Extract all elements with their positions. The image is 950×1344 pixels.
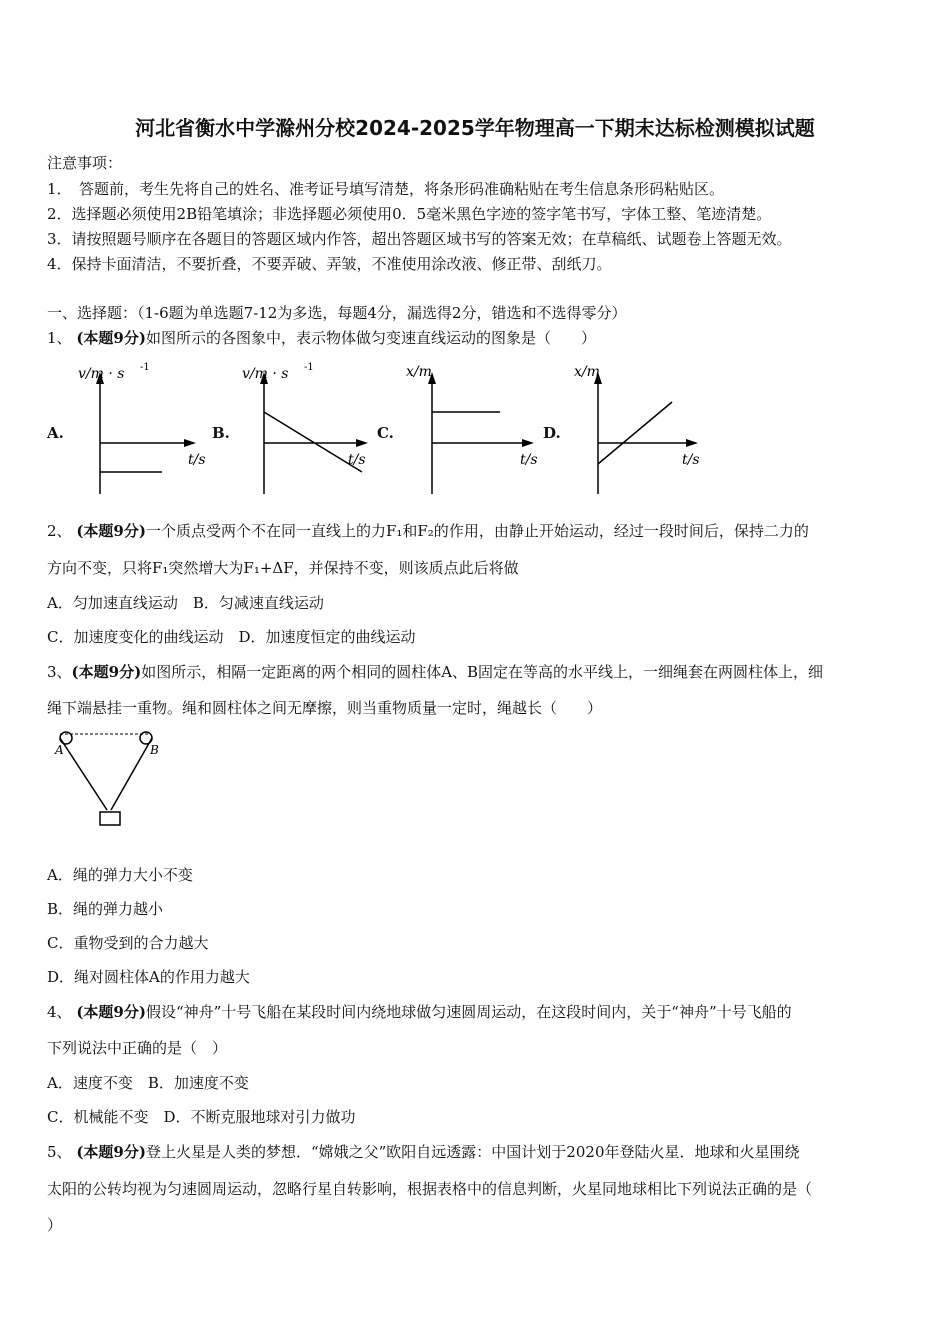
y-axis-label: v/m · s <box>78 366 125 382</box>
question-5-cont: 太阳的公转均视为匀速圆周运动，忽略行星自转影响，根据表格中的信息判断，火星同地球相比下列说法正确的是（ <box>47 1180 813 1198</box>
option-line: A．匀加速直线运动 B．匀减速直线运动 <box>47 594 324 612</box>
question-text: 假设“神舟”十号飞船在某段时间内绕地球做匀速圆周运动，在这段时间内，关于“神舟”十号飞船的 <box>145 1003 792 1021</box>
y-axis-label: x/m <box>574 364 600 380</box>
option-line: C．机械能不变 D．不断克服地球对引力做功 <box>47 1108 356 1126</box>
x-axis-label: t/s <box>348 452 366 468</box>
option-line: C．重物受到的合力越大 <box>47 934 209 952</box>
label-b: B <box>150 743 159 757</box>
y-axis-label: v/m · s <box>242 366 289 382</box>
question-points: (本题9分) <box>76 329 146 347</box>
section-heading: 一、选择题：（1-6题为单选题7-12为多选，每题4分，漏选得2分，错选和不选得零分） <box>47 304 627 322</box>
question-points: (本题9分) <box>76 1143 146 1161</box>
question-points: (本题9分) <box>71 663 142 681</box>
graph-d <box>570 360 710 500</box>
option-line: A．绳的弹力大小不变 <box>47 866 193 884</box>
question-4-cont: 下列说法中正确的是（ ） <box>47 1039 228 1057</box>
option-c-label: C. <box>377 424 394 442</box>
x-axis-label: t/s <box>520 452 538 468</box>
question-number: 4、 <box>47 1003 72 1021</box>
question-5 <box>47 1141 799 1162</box>
question-text: 一个质点受两个不在同一直线上的力F₁和F₂的作用，由静止开始运动，经过一段时间后，保持二力的 <box>145 522 809 540</box>
page-title: 河北省衡水中学滁州分校2024-2025学年物理高一下期末达标检测模拟试题 <box>135 116 815 140</box>
question-number: 3、 <box>47 663 72 681</box>
y-axis-sup: -1 <box>140 362 150 373</box>
x-axis-label: t/s <box>682 452 700 468</box>
question-points: (本题9分) <box>76 1003 146 1021</box>
note-item: 3．请按照题号顺序在各题目的答题区域内作答，超出答题区域书写的答案无效；在草稿纸、试题卷上答题无效。 <box>47 230 792 248</box>
note-item: 4．保持卡面清洁，不要折叠，不要弄破、弄皱，不准使用涂改液、修正带、刮纸刀。 <box>47 255 612 273</box>
question-1 <box>47 327 596 348</box>
note-item: 2．选择题必须使用2B铅笔填涂；非选择题必须使用0．5毫米黑色字迹的签字笔书写，字体工整、笔迹清楚。 <box>47 205 772 223</box>
question-number: 1、 <box>47 329 72 347</box>
y-axis-label: x/m <box>406 364 432 380</box>
note-item: 1． 答题前，考生先将自己的姓名、准考证号填写清楚，将条形码准确粘贴在考生信息条形码粘贴区。 <box>47 180 725 198</box>
question-4 <box>47 1001 792 1022</box>
option-a-label: A. <box>47 424 64 442</box>
question-number: 2、 <box>47 522 72 540</box>
question-2 <box>47 520 809 541</box>
option-b-label: B. <box>212 424 230 442</box>
option-d-label: D. <box>543 424 561 442</box>
option-line: C．加速度变化的曲线运动 D．加速度恒定的曲线运动 <box>47 628 416 646</box>
question-3-cont: 绳下端悬挂一重物。绳和圆柱体之间无摩擦，则当重物质量一定时，绳越长（ ） <box>47 699 603 717</box>
question-number: 5、 <box>47 1143 72 1161</box>
option-line: D．绳对圆柱体A的作用力越大 <box>47 968 250 986</box>
y-axis-sup: -1 <box>304 362 314 373</box>
question-text: 登上火星是人类的梦想．“嫦娥之父”欧阳自远透露：中国计划于2020年登陆火星．地球和火星围绕 <box>145 1143 800 1161</box>
question-text: 如图所示，相隔一定距离的两个相同的圆柱体A、B固定在等高的水平线上，一细绳套在两圆柱体上，细 <box>141 663 824 681</box>
graph-b <box>236 360 376 500</box>
notes-heading: 注意事项： <box>47 154 123 172</box>
rope-cylinder-diagram <box>50 726 180 836</box>
question-text: 如图所示的各图象中，表示物体做匀变速直线运动的图象是（ ） <box>145 329 596 347</box>
option-line: A．速度不变 B．加速度不变 <box>47 1074 249 1092</box>
question-5-cont: ） <box>47 1216 63 1234</box>
label-a: A <box>55 743 64 757</box>
question-3 <box>47 661 823 682</box>
graph-c <box>404 360 544 500</box>
question-points: (本题9分) <box>76 522 146 540</box>
graph-a <box>72 360 206 500</box>
question-2-cont: 方向不变，只将F₁突然增大为F₁+ΔF，并保持不变，则该质点此后将做 <box>47 559 519 577</box>
option-line: B．绳的弹力越小 <box>47 900 164 918</box>
x-axis-label: t/s <box>188 452 206 468</box>
